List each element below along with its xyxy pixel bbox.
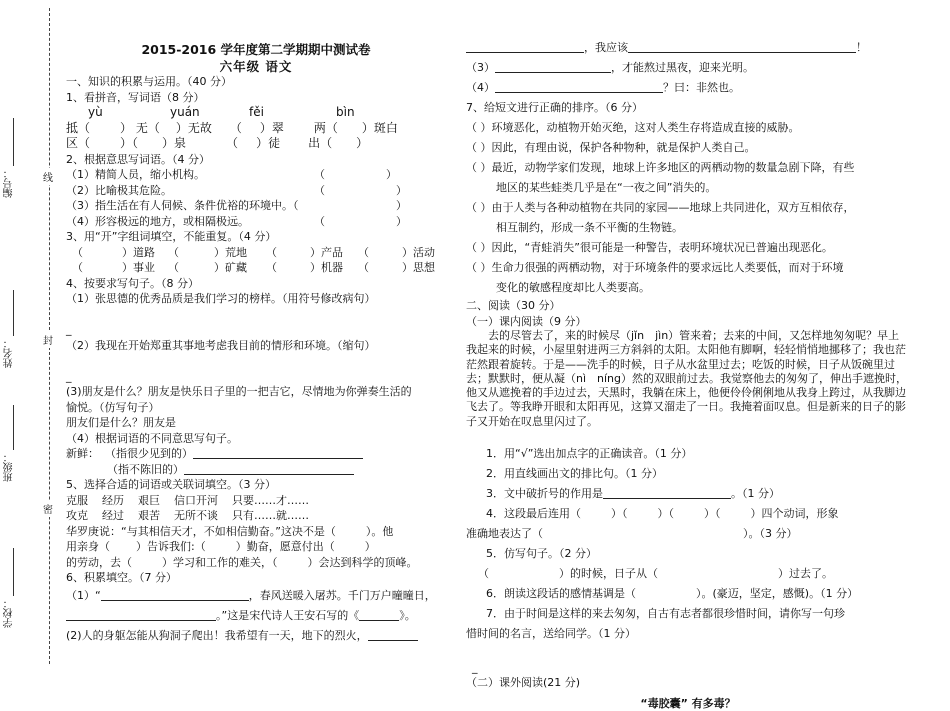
name-label: 姓名： — [4, 338, 18, 368]
q4-4-a: 新鲜： （指很少见到的） — [66, 446, 446, 462]
q7-item-4: （ ）由于人类与各种动植物在共同的家园——地球上共同进化，双方互相依存， — [466, 198, 910, 218]
reading-q1: 1．用“√”选出加点字的正确读音。（1 分） — [466, 444, 910, 464]
reading-passage: 去的尽管去了，来的时候尽（jǐn jìn）管来着；去来的中间，又怎样地匆匆呢？早上我起来的时候，小屋里射进两三方斜斜的太阳。太阳他有脚啊，轻轻悄悄地挪移了；我也茫茫然跟着旋转。于是——洗手的时候，日子从水盆里过去；吃饭的时候，日子从饭碗里过去；默默时，便从凝（nì níng）然的双眼前过去。我觉察他去的匆匆了，伸出手遮挽时，他又从遮挽着的手边过去，天黑时，我躺在床上，他便伶伶俐俐地从我身上跨过，从我脚边飞去了。等我睁开眼和太阳再见，这算又溜走了一日。我掩着面叹息。但是新来的日子的影子又开始在叹息里闪过了。 — [466, 329, 910, 444]
q5-line-3: 华罗庚说：“与其相信天才，不如相信勤奋。”这决不是（ ）。他 — [66, 524, 446, 540]
number-blank[interactable] — [13, 118, 14, 166]
q7-item-4-cont: 相互制约，形成一条不平衡的生物链。 — [466, 218, 910, 238]
seal-mi: 密 — [43, 500, 53, 517]
q7-item-1: （ ）环境恶化，动植物开始灭绝，这对人类生存将造成直接的威胁。 — [466, 118, 910, 138]
pinyin-2: yuán — [170, 105, 200, 121]
reading-q7-answer-line[interactable]: _ — [466, 660, 910, 676]
q6-line-5: （3） ，才能熬过黑夜，迎来光明。 — [466, 58, 910, 78]
reading-q5: 5．仿写句子。（2 分） — [466, 544, 910, 564]
reading-q4-cont: 准确地表达了（ ）。（3 分） — [466, 524, 910, 544]
exam-title: 2015-2016 学年度第二学期期中测试卷 — [66, 40, 446, 58]
q7-item-6-cont: 变化的敏感程度却比人类要高。 — [466, 278, 910, 298]
q6-blank-1[interactable] — [101, 588, 249, 601]
q6-blank-8[interactable] — [495, 80, 663, 93]
q1-row-1: 抵（ ） 无（ ）无故 （ ）翠 两（ ）斑白 — [66, 121, 446, 137]
q6-blank-7[interactable] — [495, 60, 611, 73]
q6-blank-6[interactable] — [628, 40, 856, 53]
pinyin-3: fěi — [249, 105, 264, 121]
q6-blank-5[interactable] — [466, 40, 584, 53]
q2-heading: 2、根据意思写词语。（4 分） — [66, 152, 446, 168]
pinyin-1: yù — [88, 105, 103, 121]
q4-1: （1）张思德的优秀品质是我们学习的榜样。（用符号修改病句） — [66, 291, 446, 307]
q1-heading: 1、看拼音，写词语（8 分） — [66, 90, 446, 106]
reading-q6: 6．朗读这段话的感情基调是（ ）。(豪迈，坚定，感慨)。（1 分） — [466, 584, 910, 604]
q5-line-4: 用亲身（ ）告诉我们:（ ）勤奋，愿意付出（ ） — [66, 539, 446, 555]
q5-line-5: 的劳动，去（ ）学习和工作的难关，（ ）会达到科学的顶峰。 — [66, 555, 446, 571]
q6-line-3: (2)人的身躯怎能从狗洞子爬出！我希望有一天，地下的烈火， — [66, 626, 446, 646]
reading-q7-line-a: 7．由于时间是这样的来去匆匆，自古有志者都很珍惜时间，请你写一句珍 — [466, 604, 910, 624]
q6-heading: 6、积累填空。（7 分） — [66, 570, 446, 586]
reading-q5-line: （ ）的时候，日子从（ ）过去了。 — [466, 564, 910, 584]
seal-feng: 封 — [43, 331, 53, 348]
binding-margin — [0, 0, 58, 672]
reading-q2: 2．用直线画出文的排比句。（1 分） — [466, 464, 910, 484]
q4-heading: 4、按要求写句子。（8 分） — [66, 276, 446, 292]
q6-blank-4[interactable] — [368, 628, 418, 641]
q4-4-b-blank[interactable] — [184, 462, 354, 475]
q2-item-4: （4）形容极远的地方，或相隔极远。 （ ） — [66, 214, 446, 230]
q3-heading: 3、用“开”字组词填空，不能重复。（4 分） — [66, 229, 446, 245]
q4-1-answer-line[interactable]: _ — [66, 322, 446, 338]
q2-answer-1[interactable]: ） — [386, 167, 397, 183]
school-blank[interactable] — [13, 548, 14, 596]
q6-line-1: （1）“ ，春风送暖入屠苏。千门万户曈曈日， — [66, 586, 446, 606]
left-column — [66, 74, 446, 646]
q6-blank-2[interactable] — [66, 608, 216, 621]
q2-answer-4[interactable]: ） — [396, 214, 407, 230]
q4-3-line-b: 愉悦。（仿写句子） — [66, 400, 446, 416]
exam-subtitle: 六年级 语文 — [66, 57, 446, 75]
q4-4: （4）根据词语的不同意思写句子。 — [66, 431, 446, 447]
section-1-heading: 一、知识的积累与运用。（40 分） — [66, 74, 446, 90]
q7-heading: 7、给短文进行正确的排序。（6 分） — [466, 98, 910, 118]
q4-2: （2）我现在开始郑重其事地考虑我目前的情形和环境。（缩句） — [66, 338, 446, 354]
q6-blank-3[interactable] — [359, 608, 399, 621]
section-2-heading: 二、阅读（30 分） — [466, 298, 910, 314]
q7-item-2: （ ）因此，有理由说，保护各种物种，就是保护人类自己。 — [466, 138, 910, 158]
class-blank[interactable] — [13, 405, 14, 450]
q7-item-3: （ ）最近，动物学家们发现，地球上许多地区的两栖动物的数量急剧下降，有些 — [466, 158, 910, 178]
reading-2-heading: （二）课外阅读(21 分) — [466, 675, 910, 691]
q2-item-2: （2）比喻极其危险。 （ ） — [66, 183, 446, 199]
school-label: 学校： — [4, 598, 18, 628]
q7-item-5: （ ）因此，“青蛙消失”很可能是一种警告，表明环境状况已普遍出现恶化。 — [466, 238, 910, 258]
q6-line-2: 。”这是宋代诗人王安石写的《 》。 — [66, 606, 446, 626]
seal-xian: 线 — [43, 168, 53, 185]
q2-item-1: （1）精简人员，缩小机构。 （ ） — [66, 167, 446, 183]
q4-4-b: （指不陈旧的） — [66, 462, 446, 478]
reading-1-heading: （一）课内阅读（9 分） — [466, 314, 910, 330]
name-blank[interactable] — [13, 290, 14, 336]
q3-row-1: （ ）道路 （ ）荒地 （ ）产品 （ ）活动 — [66, 245, 446, 261]
q7-item-3-cont: 地区的某些蛙类几乎是在“一夜之间”消失的。 — [466, 178, 910, 198]
q1-pinyin-row — [66, 105, 446, 121]
q4-3-line-a: (3)朋友是什么？朋友是快乐日子里的一把吉它，尽情地为你弹奏生活的 — [66, 384, 446, 400]
class-label: 班级： — [4, 452, 18, 482]
q3-row-2: （ ）事业 （ ）矿藏 （ ）机器 （ ）思想 — [66, 260, 446, 276]
right-column — [466, 38, 910, 711]
q5-word-row-2: 攻克 经过 艰苦 无所不谈 只有……就…… — [66, 508, 446, 524]
q4-4-a-blank[interactable] — [193, 446, 363, 459]
q4-3-line-c[interactable]: 朋友们是什么？朋友是 — [66, 415, 446, 431]
reading-q4: 4．这段最后连用（ ）（ ）（ ）（ ）四个动词，形象 — [466, 504, 910, 524]
number-label: 编号： — [4, 168, 18, 198]
q2-answer-3[interactable]: ） — [396, 198, 407, 214]
q2-answer-2[interactable]: ） — [396, 183, 407, 199]
q6-line-6: （4） ？曰：非然也。 — [466, 78, 910, 98]
q2-item-3: （3）指生活在有人伺候、条件优裕的环境中。（ ） — [66, 198, 446, 214]
article-title: “毒胶囊” 有多毒？ — [466, 696, 910, 711]
q1-row-2: 区（ ）（ ）泉 （ ）徒 出（ ） — [66, 136, 446, 152]
reading-q3: 3．文中破折号的作用是 。（1 分） — [466, 484, 910, 504]
q6-line-4: ，我应该 ！ — [466, 38, 910, 58]
reading-q7-line-b: 惜时间的名言，送给同学。（1 分） — [466, 624, 910, 644]
q7-item-6: （ ）生命力很强的两栖动物，对于环境条件的要求远比人类要低，而对于环境 — [466, 258, 910, 278]
pinyin-4: bìn — [336, 105, 355, 121]
q5-word-row-1: 克服 经历 艰巨 信口开河 只要……才…… — [66, 493, 446, 509]
reading-q3-blank[interactable] — [603, 486, 731, 499]
q5-heading: 5、选择合适的词语或关联词填空。（3 分） — [66, 477, 446, 493]
q4-2-answer-line[interactable]: _ — [66, 369, 446, 385]
